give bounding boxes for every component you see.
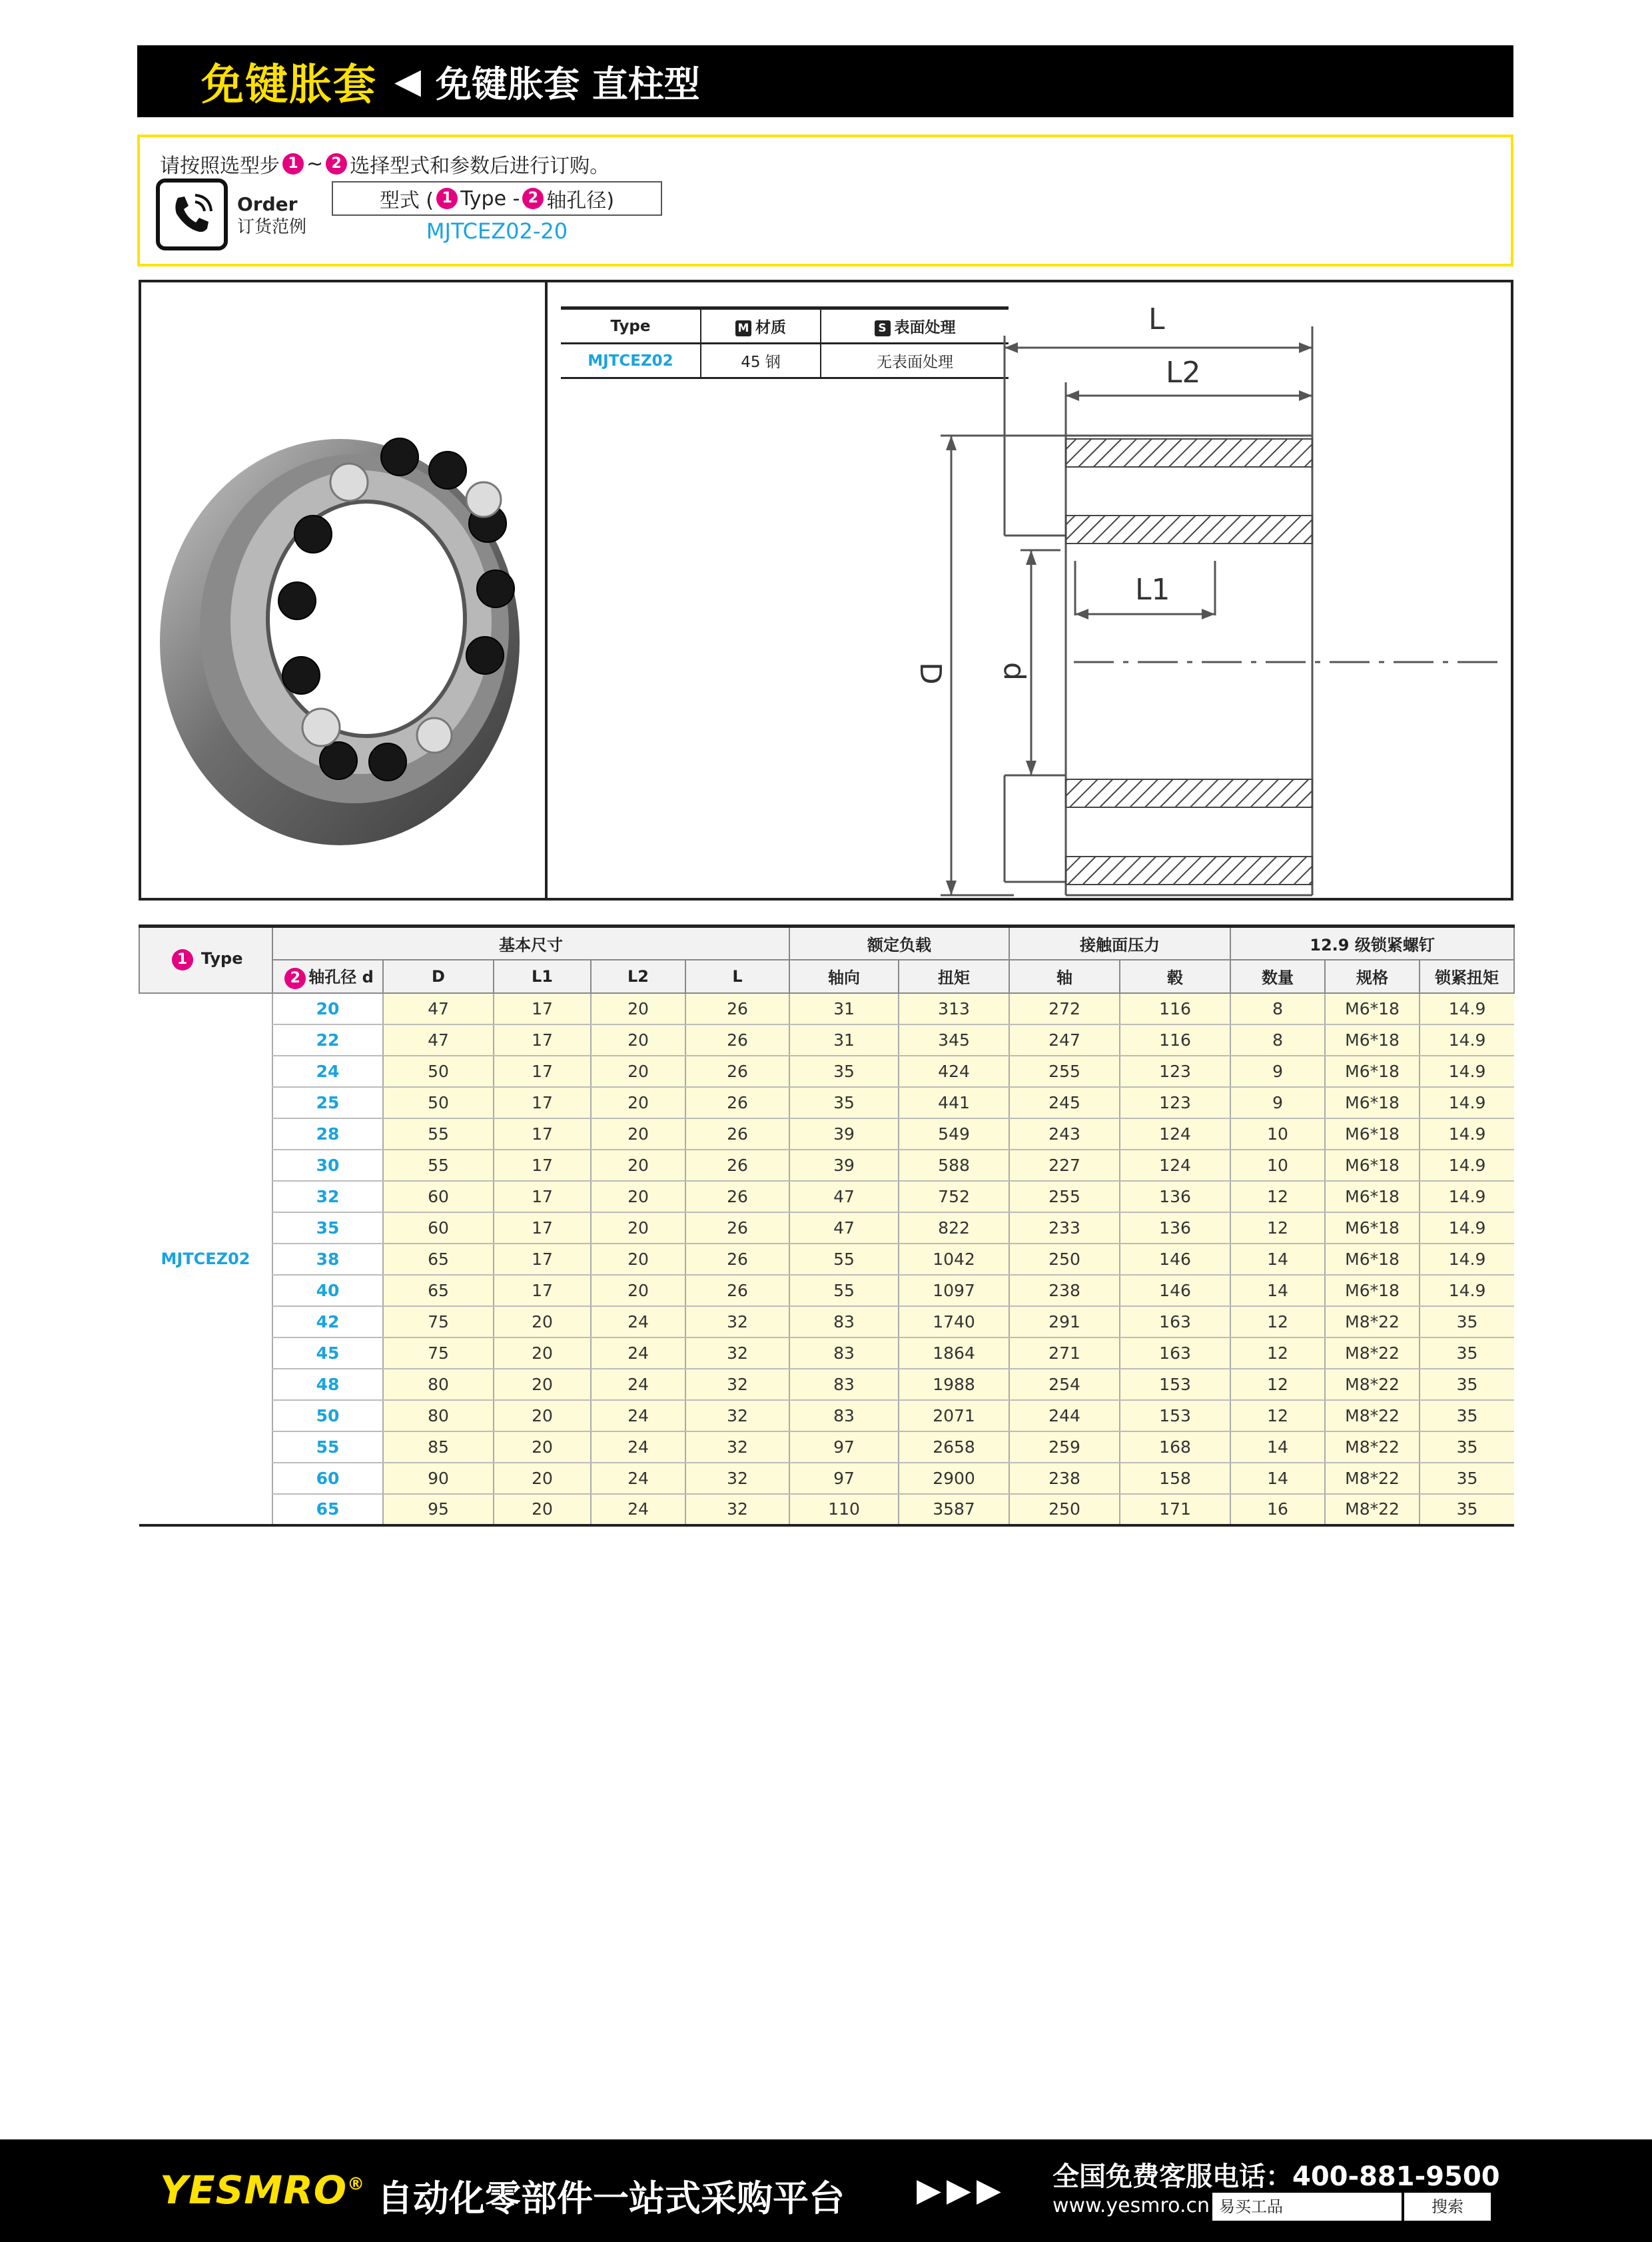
table-cell: 60 (272, 1463, 383, 1494)
table-cell: 60 (383, 1212, 494, 1244)
table-cell: 26 (685, 1275, 789, 1306)
table-cell: 24 (591, 1463, 685, 1494)
table-cell: 35 (1420, 1431, 1514, 1463)
table-cell: 24 (591, 1369, 685, 1400)
header-L: L (685, 960, 789, 993)
table-cell: 8 (1230, 993, 1325, 1024)
table-cell: M8*22 (1325, 1494, 1420, 1525)
table-row (139, 1024, 1514, 1056)
table-cell: 12 (1230, 1212, 1325, 1244)
table-cell: 30 (272, 1150, 383, 1181)
table-cell: 26 (685, 1244, 789, 1275)
table-cell: 2658 (899, 1431, 1009, 1463)
table-cell: 14.9 (1420, 1150, 1514, 1181)
table-cell: 588 (899, 1150, 1009, 1181)
table-row (139, 1244, 1514, 1275)
footer (0, 2139, 1652, 2242)
page-title: 免键胀套 (201, 61, 377, 110)
table-cell: 1740 (899, 1306, 1009, 1337)
table-cell: 146 (1120, 1244, 1230, 1275)
table-cell: 35 (1420, 1306, 1514, 1337)
table-cell: 24 (591, 1431, 685, 1463)
table-row (139, 1431, 1514, 1463)
search-button[interactable]: 搜索 (1404, 2193, 1491, 2221)
material-icon: M (735, 320, 751, 336)
table-row (139, 1494, 1514, 1525)
table-cell: 12 (1230, 1306, 1325, 1337)
table-cell: 20 (591, 1087, 685, 1118)
table-cell: 55 (272, 1431, 383, 1463)
table-cell: M8*22 (1325, 1306, 1420, 1337)
table-cell: 55 (383, 1118, 494, 1150)
table-cell: 20 (591, 1024, 685, 1056)
table-cell: 39 (789, 1118, 899, 1150)
table-cell: 250 (1009, 1494, 1120, 1525)
table-cell: 14 (1230, 1275, 1325, 1306)
table-cell: 233 (1009, 1212, 1120, 1244)
table-cell: 124 (1120, 1150, 1230, 1181)
table-cell: 153 (1120, 1369, 1230, 1400)
order-example: MJTCEZ02-20 (426, 218, 568, 244)
table-cell: 10 (1230, 1118, 1325, 1150)
table-cell: 17 (494, 1056, 591, 1087)
header-axial: 轴向 (789, 960, 899, 993)
step-1-badge: 1 (282, 153, 304, 175)
table-cell: 20 (494, 1306, 591, 1337)
product-photo (141, 282, 548, 898)
table-cell: 12 (1230, 1400, 1325, 1431)
header-bolt: 12.9 级锁紧螺钉 (1230, 927, 1514, 960)
table-cell: 116 (1120, 1024, 1230, 1056)
table-cell: 55 (789, 1275, 899, 1306)
table-cell: 163 (1120, 1337, 1230, 1369)
table-cell: 24 (591, 1494, 685, 1525)
table-cell: 65 (272, 1494, 383, 1525)
table-cell: 238 (1009, 1275, 1120, 1306)
table-cell: 95 (383, 1494, 494, 1525)
header-tighten: 锁紧扭矩 (1420, 960, 1514, 993)
table-cell: 17 (494, 993, 591, 1024)
table-cell: M6*18 (1325, 1087, 1420, 1118)
table-cell: 313 (899, 993, 1009, 1024)
spec-header-type: Type (561, 308, 701, 344)
table-cell: 26 (685, 1150, 789, 1181)
table-cell: 14.9 (1420, 1118, 1514, 1150)
table-cell: 38 (272, 1244, 383, 1275)
header-d: 2 轴孔径 d (272, 960, 383, 993)
table-cell: 20 (272, 993, 383, 1024)
table-cell: M6*18 (1325, 1212, 1420, 1244)
label-L2: L2 (1166, 356, 1201, 390)
header-shaft: 轴 (1009, 960, 1120, 993)
table-row (139, 993, 1514, 1024)
table-cell: M8*22 (1325, 1369, 1420, 1400)
table-cell: 10 (1230, 1150, 1325, 1181)
table-cell: 345 (899, 1024, 1009, 1056)
table-cell: 243 (1009, 1118, 1120, 1150)
table-cell: 168 (1120, 1431, 1230, 1463)
table-cell: 12 (1230, 1369, 1325, 1400)
table-cell: 47 (383, 993, 494, 1024)
table-cell: 32 (685, 1337, 789, 1369)
label-d: d (997, 662, 1031, 681)
table-body (139, 993, 1514, 1525)
table-cell: 17 (494, 1212, 591, 1244)
table-cell: 14.9 (1420, 1087, 1514, 1118)
table-cell: 26 (685, 1024, 789, 1056)
table-cell: 26 (685, 993, 789, 1024)
table-cell: 50 (383, 1087, 494, 1118)
table-cell: 1988 (899, 1369, 1009, 1400)
table-cell: 25 (272, 1087, 383, 1118)
order-label: Order 订货范例 (237, 193, 307, 237)
table-cell: 20 (591, 1118, 685, 1150)
table-cell: M6*18 (1325, 1150, 1420, 1181)
table-cell: 35 (1420, 1494, 1514, 1525)
header-D: D (383, 960, 494, 993)
step-2-badge: 2 (284, 968, 306, 989)
table-cell: 50 (272, 1400, 383, 1431)
table-cell: 9 (1230, 1087, 1325, 1118)
spec-row: MJTCEZ02 45 钢 无表面处理 (561, 344, 1009, 378)
table-cell: 83 (789, 1337, 899, 1369)
table-cell: 20 (591, 1212, 685, 1244)
table-cell: 272 (1009, 993, 1120, 1024)
table-cell: 255 (1009, 1056, 1120, 1087)
table-row (139, 1337, 1514, 1369)
table-cell: 20 (591, 1150, 685, 1181)
table-cell: 97 (789, 1431, 899, 1463)
table-cell: 26 (685, 1212, 789, 1244)
table-cell: 17 (494, 1275, 591, 1306)
table-cell: M6*18 (1325, 1181, 1420, 1212)
table-cell: 1864 (899, 1337, 1009, 1369)
table-cell: 39 (789, 1150, 899, 1181)
table-cell: 822 (899, 1212, 1009, 1244)
table-row (139, 1400, 1514, 1431)
table-cell: 271 (1009, 1337, 1120, 1369)
header-contact-pressure: 接触面压力 (1009, 927, 1230, 960)
table-cell: 83 (789, 1369, 899, 1400)
table-cell: 35 (1420, 1337, 1514, 1369)
table-cell: 42 (272, 1306, 383, 1337)
table-cell: 80 (383, 1369, 494, 1400)
step-1-badge: 1 (436, 188, 458, 209)
table-cell: 47 (789, 1181, 899, 1212)
table-cell: M6*18 (1325, 1056, 1420, 1087)
table-cell: 26 (685, 1056, 789, 1087)
table-cell: 14 (1230, 1244, 1325, 1275)
table-cell: 32 (685, 1463, 789, 1494)
table-cell: 17 (494, 1150, 591, 1181)
table-row (139, 1275, 1514, 1306)
table-cell: 20 (591, 1056, 685, 1087)
table-cell: 20 (591, 993, 685, 1024)
table-cell: 20 (494, 1431, 591, 1463)
table-cell: 20 (494, 1463, 591, 1494)
table-cell: 110 (789, 1494, 899, 1525)
table-row (139, 1150, 1514, 1181)
spec-header-material: M 材质 (701, 308, 821, 344)
table-cell: 14 (1230, 1431, 1325, 1463)
spec-table (561, 306, 1009, 379)
table-cell: 50 (383, 1056, 494, 1087)
table-cell: 65 (383, 1275, 494, 1306)
table-cell: 35 (789, 1087, 899, 1118)
surface-icon: S (875, 320, 891, 336)
table-cell: 24 (272, 1056, 383, 1087)
table-cell: 97 (789, 1463, 899, 1494)
step-1-badge: 1 (172, 949, 193, 970)
breadcrumb-arrow-icon: ◀ (394, 61, 421, 101)
order-format: 型式 ( 1 Type - 2 轴孔径) (332, 181, 662, 216)
hotline: 全国免费客服电话：400-881-9500 (1052, 2161, 1500, 2192)
table-cell: 1042 (899, 1244, 1009, 1275)
table-cell: 20 (494, 1400, 591, 1431)
table-cell: 32 (685, 1431, 789, 1463)
header-L2: L2 (591, 960, 685, 993)
table-row (139, 1212, 1514, 1244)
table-cell: 83 (789, 1306, 899, 1337)
table-cell: 48 (272, 1369, 383, 1400)
table-cell: 32 (272, 1181, 383, 1212)
table-cell: 55 (789, 1244, 899, 1275)
search-input[interactable]: 易买工品 (1212, 2193, 1402, 2221)
header-L1: L1 (494, 960, 591, 993)
table-cell: 752 (899, 1181, 1009, 1212)
header-hub: 毂 (1120, 960, 1230, 993)
header-spec: 规格 (1325, 960, 1420, 993)
table-cell: 245 (1009, 1087, 1120, 1118)
table-cell: 12 (1230, 1181, 1325, 1212)
table-cell: 146 (1120, 1275, 1230, 1306)
table-cell: 153 (1120, 1400, 1230, 1431)
label-L: L (1148, 302, 1165, 336)
phone-icon (156, 179, 228, 250)
table-cell: 24 (591, 1337, 685, 1369)
order-box (137, 135, 1513, 266)
table-cell: 32 (685, 1369, 789, 1400)
table-cell: 227 (1009, 1150, 1120, 1181)
table-cell: 136 (1120, 1181, 1230, 1212)
table-cell: 2900 (899, 1463, 1009, 1494)
table-cell: 55 (383, 1150, 494, 1181)
table-cell: 14.9 (1420, 1212, 1514, 1244)
type-cell: MJTCEZ02 (139, 993, 272, 1525)
table-cell: 20 (494, 1494, 591, 1525)
table-cell: 14.9 (1420, 993, 1514, 1024)
table-cell: 35 (1420, 1369, 1514, 1400)
table-cell: M6*18 (1325, 1024, 1420, 1056)
table-cell: 31 (789, 1024, 899, 1056)
header-basic-size: 基本尺寸 (272, 927, 789, 960)
table-cell: 441 (899, 1087, 1009, 1118)
table-cell: 32 (685, 1400, 789, 1431)
table-cell: 35 (1420, 1463, 1514, 1494)
table-cell: 26 (685, 1118, 789, 1150)
table-cell: 291 (1009, 1306, 1120, 1337)
table-cell: 45 (272, 1337, 383, 1369)
table-cell: 16 (1230, 1494, 1325, 1525)
table-cell: 35 (1420, 1400, 1514, 1431)
table-row (139, 1306, 1514, 1337)
size-table (139, 925, 1515, 1527)
table-cell: 20 (591, 1244, 685, 1275)
table-cell: 12 (1230, 1337, 1325, 1369)
table-cell: 549 (899, 1118, 1009, 1150)
table-cell: 163 (1120, 1306, 1230, 1337)
table-cell: 20 (494, 1369, 591, 1400)
label-L1: L1 (1135, 573, 1170, 607)
header-rated-load: 额定负载 (789, 927, 1009, 960)
table-cell: 259 (1009, 1431, 1120, 1463)
table-cell: 2071 (899, 1400, 1009, 1431)
table-cell: 60 (383, 1181, 494, 1212)
table-cell: 26 (685, 1087, 789, 1118)
table-cell: 35 (789, 1056, 899, 1087)
table-cell: 35 (272, 1212, 383, 1244)
table-cell: 26 (685, 1181, 789, 1212)
table-cell: 20 (591, 1181, 685, 1212)
table-cell: 14.9 (1420, 1244, 1514, 1275)
arrows-icon: ▶▶▶ (917, 2171, 1007, 2209)
table-cell: M6*18 (1325, 1275, 1420, 1306)
table-row (139, 1181, 1514, 1212)
table-cell: 32 (685, 1306, 789, 1337)
table-cell: 17 (494, 1181, 591, 1212)
table-cell: 244 (1009, 1400, 1120, 1431)
table-row (139, 1087, 1514, 1118)
table-cell: 1097 (899, 1275, 1009, 1306)
slogan: 自动化零部件一站式采购平台 (377, 2177, 845, 2219)
table-cell: 158 (1120, 1463, 1230, 1494)
table-cell: 171 (1120, 1494, 1230, 1525)
table-cell: 14 (1230, 1463, 1325, 1494)
table-cell: 255 (1009, 1181, 1120, 1212)
table-cell: 22 (272, 1024, 383, 1056)
table-row (139, 1056, 1514, 1087)
table-cell: 14.9 (1420, 1056, 1514, 1087)
table-cell: 8 (1230, 1024, 1325, 1056)
website-link[interactable]: www.yesmro.cn (1052, 2194, 1210, 2217)
table-cell: 24 (591, 1306, 685, 1337)
table-cell: 124 (1120, 1118, 1230, 1150)
table-cell: 47 (383, 1024, 494, 1056)
table-cell: 17 (494, 1024, 591, 1056)
step-2-badge: 2 (326, 153, 347, 175)
table-row (139, 1463, 1514, 1494)
table-cell: 80 (383, 1400, 494, 1431)
table-cell: 116 (1120, 993, 1230, 1024)
table-cell: 90 (383, 1463, 494, 1494)
table-cell: M8*22 (1325, 1431, 1420, 1463)
table-cell: 14.9 (1420, 1275, 1514, 1306)
table-cell: M6*18 (1325, 1118, 1420, 1150)
table-cell: M6*18 (1325, 993, 1420, 1024)
table-cell: 24 (591, 1400, 685, 1431)
table-cell: 17 (494, 1087, 591, 1118)
table-cell: 28 (272, 1118, 383, 1150)
table-cell: 17 (494, 1118, 591, 1150)
table-cell: M8*22 (1325, 1463, 1420, 1494)
spec-header-surface: S 表面处理 (821, 308, 1009, 344)
table-cell: 32 (685, 1494, 789, 1525)
table-cell: 75 (383, 1337, 494, 1369)
table-row (139, 1118, 1514, 1150)
table-cell: M6*18 (1325, 1244, 1420, 1275)
table-row (139, 1369, 1514, 1400)
table-cell: M8*22 (1325, 1400, 1420, 1431)
table-cell: 250 (1009, 1244, 1120, 1275)
order-hint: 请按照选型步 1 ~ 2 选择型式和参数后进行订购。 (160, 152, 610, 178)
page-header (137, 45, 1513, 117)
table-cell: 254 (1009, 1369, 1120, 1400)
table-cell: 123 (1120, 1087, 1230, 1118)
table-cell: 20 (494, 1337, 591, 1369)
table-cell: 247 (1009, 1024, 1120, 1056)
table-cell: 40 (272, 1275, 383, 1306)
step-2-badge: 2 (522, 188, 544, 209)
figure-panel (139, 280, 1513, 901)
logo: YESMRO® (160, 2167, 366, 2213)
table-cell: 75 (383, 1306, 494, 1337)
table-cell: 238 (1009, 1463, 1120, 1494)
header-type: 1 Type (139, 927, 272, 993)
table-cell: 424 (899, 1056, 1009, 1087)
header-torque: 扭矩 (899, 960, 1009, 993)
table-cell: M8*22 (1325, 1337, 1420, 1369)
table-cell: 20 (591, 1275, 685, 1306)
table-cell: 85 (383, 1431, 494, 1463)
table-cell: 123 (1120, 1056, 1230, 1087)
table-cell: 3587 (899, 1494, 1009, 1525)
page-subtitle: 免键胀套 直柱型 (436, 63, 700, 105)
header-qty: 数量 (1230, 960, 1325, 993)
table-cell: 47 (789, 1212, 899, 1244)
table-cell: 136 (1120, 1212, 1230, 1244)
table-cell: 17 (494, 1244, 591, 1275)
label-D: D (913, 662, 947, 685)
table-cell: 9 (1230, 1056, 1325, 1087)
table-cell: 14.9 (1420, 1181, 1514, 1212)
table-cell: 83 (789, 1400, 899, 1431)
table-cell: 14.9 (1420, 1024, 1514, 1056)
table-cell: 31 (789, 993, 899, 1024)
table-cell: 65 (383, 1244, 494, 1275)
